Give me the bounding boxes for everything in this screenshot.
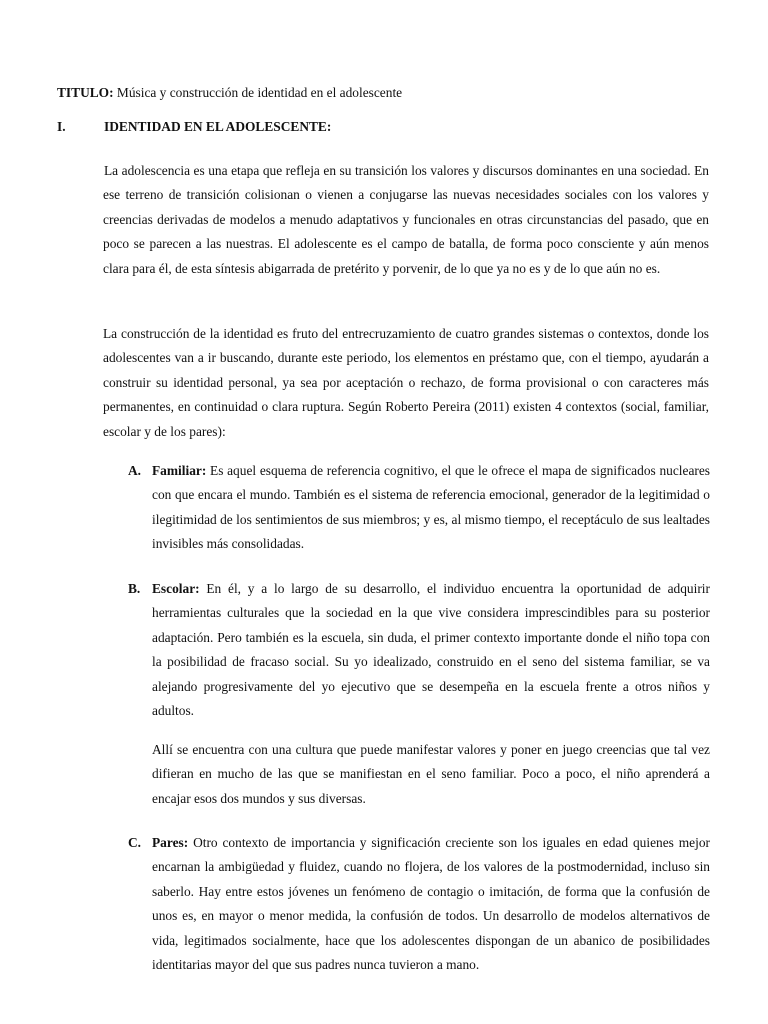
title-label: TITULO: <box>57 85 114 100</box>
list-item-text <box>152 459 710 557</box>
list-item-text <box>152 831 710 977</box>
list-item-familiar <box>128 459 710 557</box>
list-item-pares <box>128 831 710 977</box>
list-item-escolar <box>128 577 710 723</box>
document-title <box>57 83 402 103</box>
list-item-text <box>152 577 710 723</box>
list-item-body: En él, y a lo largo de su desarrollo, el individuo encuentra la oportunidad de adquirir herramientas culturales que la sociedad en la que vive considera imprescindibles para su posterior adaptación. Pero también es la escuela, sin duda, el primer contexto importante donde el niño topa con la posibilidad de fracaso social. Su yo idealizado, construido en el seno del sistema familiar, se va alejando progresivamente del yo ejecutivo que se desempeña en la escuela frente a otros niños y adultos. <box>152 581 710 719</box>
list-item-letter: C. <box>128 835 142 850</box>
title-text: Música y construcción de identidad en el adolescente <box>113 85 403 100</box>
paragraph-intro: La adolescencia es una etapa que refleja en su transición los valores y discursos dominantes en una sociedad. En ese terreno de transición colisionan o vienen a conjugarse las nuevas necesidades sociales con los valores y creencias derivadas de modelos a menudo adaptativos y funcionales en otras circunstancias del pasado, que en poco se parecen a las nuestras. El adolescente es el campo de batalla, de forma poco consciente y aún menos clara para él, de esta síntesis abigarrada de pretérito y porvenir, de lo que ya no es y de lo que aún no es. <box>103 163 709 276</box>
list-item-label: Pares: <box>152 835 189 850</box>
list-item-label: Escolar: <box>152 581 200 596</box>
list-item-body: Es aquel esquema de referencia cognitivo, el que le ofrece el mapa de significados nucleares con que encara el mundo. También es el sistema de referencia emocional, generador de la legitimidad o ilegitimidad de los sentimientos de sus miembros; y es, al mismo tiempo, el receptáculo de sus lealtades invisibles más consolidadas. <box>152 463 710 552</box>
section-heading-text: IDENTIDAD EN EL ADOLESCENTE: <box>104 119 332 134</box>
list-item-label: Familiar: <box>152 463 207 478</box>
paragraph-contexts: La construcción de la identidad es fruto del entrecruzamiento de cuatro grandes sistemas o contextos, donde los adolescentes van a ir buscando, durante este periodo, los elementos en préstamo que, con el tiempo, ayudarán a construir su identidad personal, ya sea por aceptación o rechazo, de forma provisional o con caracteres más permanentes, en continuidad o clara ruptura. Según Roberto Pereira (2011) existen 4 contextos (social, familiar, escolar y de los pares): <box>103 326 709 439</box>
section-heading <box>57 117 331 137</box>
list-item-letter: B. <box>128 581 141 596</box>
section-number: I. <box>57 119 66 134</box>
list-item-escolar-extra: Allí se encuentra con una cultura que puede manifestar valores y poner en juego creencias que tal vez difieran en mucho de las que se manifiestan en el seno familiar. Poco a poco, el niño aprenderá a encajar esos dos mundos y sus diversas. <box>152 742 710 806</box>
list-item-body: Otro contexto de importancia y significación creciente son los iguales en edad quienes mejor encarnan la ambigüedad y fluidez, cuando no flojera, de los valores de la postmodernidad, incluso sin saberlo. Hay entre estos jóvenes un fenómeno de contagio o imitación, de forma que la confusión de unos es, en mayor o menor medida, la confusión de todos. Un desarrollo de modelos alternativos de vida, legitimados socialmente, hace que los adolescentes dispongan de un abanico de posibilidades identitarias mayor del que sus padres nunca tuvieron a mano. <box>152 835 710 973</box>
list-item-letter: A. <box>128 463 142 478</box>
